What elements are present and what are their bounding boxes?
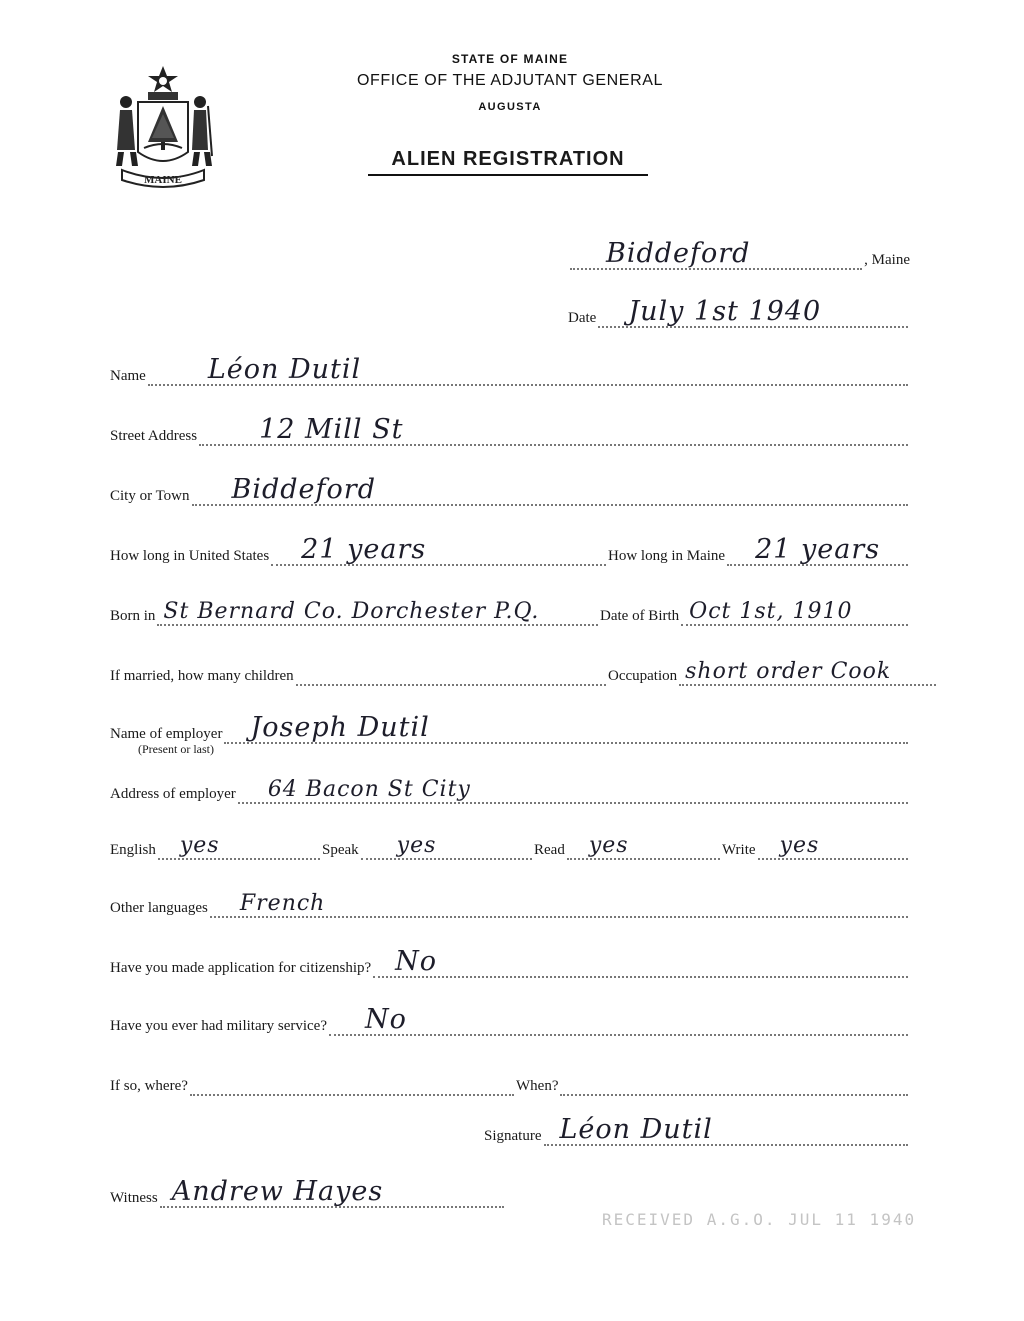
- when-row: [516, 1070, 910, 1096]
- military-field[interactable]: [329, 1004, 908, 1036]
- witness-field[interactable]: [160, 1176, 504, 1208]
- other-languages-field[interactable]: [210, 891, 908, 918]
- dob-value: Oct 1st, 1910: [689, 599, 853, 624]
- seal-text: MAINE: [144, 174, 182, 186]
- street-row: [110, 414, 910, 446]
- read-label: Read: [534, 842, 565, 858]
- signature-row: [484, 1114, 910, 1146]
- street-field[interactable]: [199, 414, 908, 446]
- maine-years-value: 21 years: [755, 534, 881, 565]
- citizenship-row: [110, 946, 910, 978]
- date-value: July 1st 1940: [628, 296, 822, 327]
- place-value: Biddeford: [606, 238, 751, 269]
- read-value: yes: [588, 833, 629, 858]
- maine-years-row: [608, 534, 910, 566]
- employer-row: [110, 712, 910, 756]
- military-label: Have you ever had military service?: [110, 1018, 327, 1034]
- place-row: [568, 238, 910, 270]
- occupation-field[interactable]: [679, 659, 936, 686]
- employer-label: Name of employer: [110, 726, 223, 742]
- english-label: English: [110, 842, 156, 858]
- witness-row: [110, 1176, 506, 1208]
- speak-field[interactable]: [361, 833, 532, 860]
- received-stamp: RECEIVED A.G.O. JUL 11 1940: [602, 1210, 917, 1229]
- date-field[interactable]: [598, 296, 908, 328]
- citizenship-value: No: [395, 946, 438, 977]
- employer-address-label: Address of employer: [110, 786, 236, 802]
- write-field[interactable]: [758, 833, 908, 860]
- occupation-value: short order Cook: [685, 659, 892, 684]
- header-state: STATE OF MAINE: [451, 52, 569, 66]
- occupation-row: [608, 660, 938, 686]
- maine-state-seal-icon: [108, 62, 218, 190]
- children-row: [110, 660, 608, 686]
- city-label: City or Town: [110, 488, 190, 504]
- born-in-row: [110, 600, 600, 626]
- other-languages-label: Other languages: [110, 900, 208, 916]
- us-years-field[interactable]: [271, 534, 606, 566]
- place-suffix: , Maine: [864, 252, 910, 268]
- military-row: [110, 1004, 910, 1036]
- maine-years-field[interactable]: [727, 534, 908, 566]
- name-row: [110, 354, 910, 386]
- dob-label: Date of Birth: [600, 608, 680, 624]
- employer-address-row: [110, 778, 910, 804]
- employer-sublabel: (Present or last): [138, 742, 214, 756]
- signature-value: Léon Dutil: [559, 1114, 713, 1145]
- born-in-label: Born in: [110, 608, 156, 624]
- street-label: Street Address: [110, 428, 198, 444]
- children-field[interactable]: [296, 662, 606, 686]
- us-years-row: [110, 534, 608, 566]
- date-row: [568, 296, 910, 328]
- where-row: [110, 1070, 516, 1096]
- other-languages-value: French: [239, 891, 326, 916]
- english-value: yes: [179, 833, 220, 858]
- maine-years-label: How long in Maine: [608, 548, 726, 564]
- employer-field[interactable]: [224, 712, 908, 744]
- header-office: OFFICE OF THE ADJUTANT GENERAL: [356, 72, 664, 89]
- english-field[interactable]: [158, 833, 320, 860]
- when-field[interactable]: [560, 1072, 908, 1096]
- city-row: [110, 474, 910, 506]
- us-years-value: 21 years: [301, 534, 427, 565]
- english-row: [110, 834, 322, 860]
- children-label: If married, how many children: [110, 668, 294, 684]
- date-label: Date: [568, 310, 597, 326]
- where-label: If so, where?: [110, 1078, 188, 1094]
- form-title: ALIEN REGISTRATION: [368, 148, 648, 176]
- speak-value: yes: [396, 833, 437, 858]
- military-value: No: [365, 1004, 407, 1035]
- other-languages-row: [110, 892, 910, 918]
- place-field[interactable]: [570, 238, 862, 270]
- signature-label: Signature: [484, 1128, 542, 1144]
- where-field[interactable]: [190, 1072, 514, 1096]
- write-row: [722, 834, 910, 860]
- dob-field[interactable]: [681, 599, 908, 626]
- citizenship-field[interactable]: [373, 946, 908, 978]
- name-label: Name: [110, 368, 146, 384]
- write-value: yes: [779, 833, 820, 858]
- witness-label: Witness: [110, 1190, 158, 1206]
- read-field[interactable]: [567, 833, 720, 860]
- dob-row: [600, 600, 910, 626]
- header-city: AUGUSTA: [478, 101, 542, 113]
- born-in-value: St Bernard Co. Dorchester P.Q.: [163, 599, 540, 624]
- street-value: 12 Mill St: [259, 414, 404, 445]
- speak-label: Speak: [322, 842, 359, 858]
- born-in-field[interactable]: [157, 599, 598, 626]
- employer-address-field[interactable]: [238, 777, 908, 804]
- read-row: [534, 834, 722, 860]
- employer-value: Joseph Dutil: [250, 712, 430, 743]
- speak-row: [322, 834, 534, 860]
- occupation-label: Occupation: [608, 668, 678, 684]
- employer-address-value: 64 Bacon St City: [267, 777, 471, 802]
- name-value: Léon Dutil: [207, 354, 362, 385]
- us-years-label: How long in United States: [110, 548, 270, 564]
- city-value: Biddeford: [231, 474, 376, 505]
- when-label: When?: [516, 1078, 559, 1094]
- signature-field[interactable]: [544, 1114, 909, 1146]
- witness-value: Andrew Hayes: [171, 1176, 384, 1207]
- citizenship-label: Have you made application for citizenship?: [110, 960, 372, 976]
- city-field[interactable]: [192, 474, 908, 506]
- name-field[interactable]: [148, 354, 908, 386]
- write-label: Write: [722, 842, 756, 858]
